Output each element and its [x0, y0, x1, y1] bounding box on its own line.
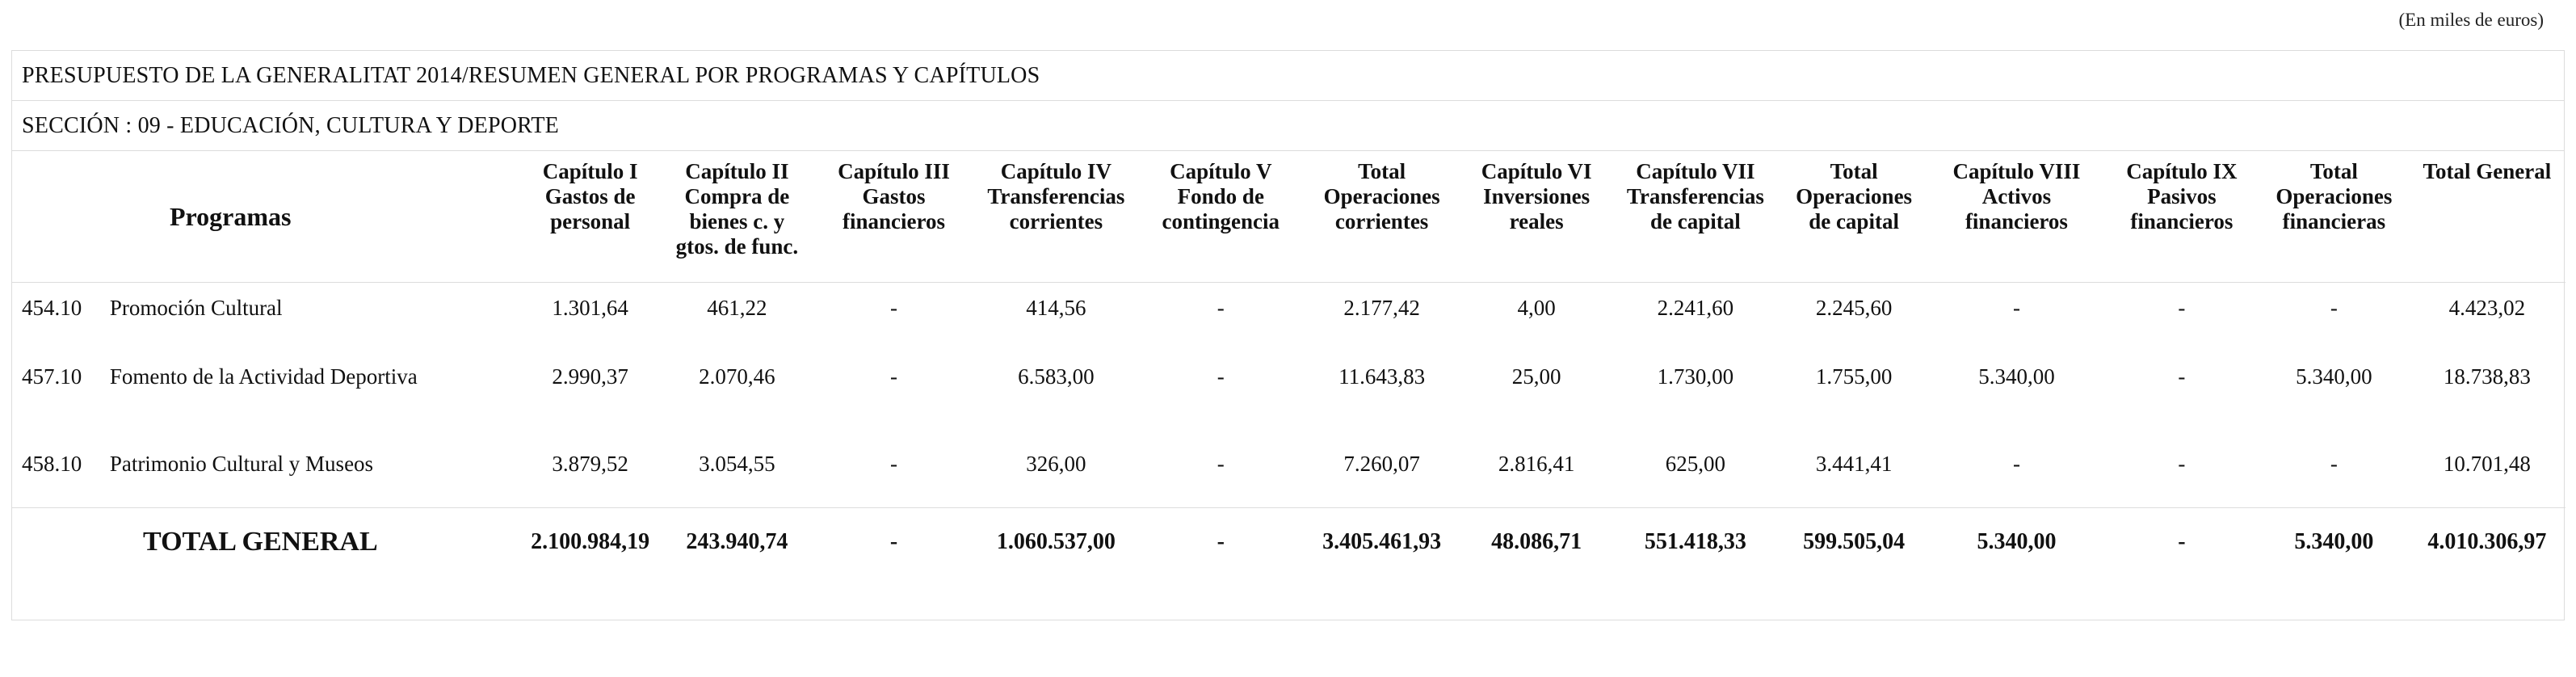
cell-value: 3.879,52 — [552, 451, 628, 476]
cell-value: 25,00 — [1511, 364, 1561, 389]
cell-value: 1.730,00 — [1657, 364, 1734, 389]
col-header-line: Total General — [2423, 159, 2552, 183]
cell-value: - — [1217, 295, 1225, 320]
program-code: 458.10 — [22, 451, 82, 476]
cell-value: - — [890, 364, 897, 389]
col-header-line: personal — [550, 209, 631, 233]
total-value: - — [814, 508, 973, 577]
cell-value: - — [2330, 295, 2338, 320]
col-header — [814, 151, 973, 283]
cell-value: 625,00 — [1665, 451, 1725, 476]
col-header-line: Gastos de — [544, 184, 636, 208]
program-name: Promoción Cultural — [109, 295, 283, 320]
cell-value: 6.583,00 — [1018, 364, 1095, 389]
total-value: 243.940,74 — [659, 508, 814, 577]
total-value: 4.010.306,97 — [2409, 508, 2565, 577]
cell-value: 3.054,55 — [699, 451, 775, 476]
col-header — [973, 151, 1140, 283]
cell-value: - — [2012, 295, 2020, 320]
cell-value: 4.423,02 — [2448, 295, 2526, 320]
total-value: 5.340,00 — [2259, 508, 2409, 577]
total-label: TOTAL GENERAL — [12, 508, 521, 577]
col-header-line: Fondo de — [1177, 184, 1264, 208]
cell-value: - — [890, 295, 897, 320]
report-title: PRESUPUESTO DE LA GENERALITAT 2014/RESUMEN GENERAL POR PROGRAMAS Y CAPÍTULOS — [12, 51, 2564, 101]
col-header-line: financieros — [843, 209, 945, 233]
cell-value: 3.441,41 — [1815, 451, 1893, 476]
col-header-line: Total — [1830, 159, 1878, 183]
cell-value: - — [1217, 364, 1225, 389]
col-header-line: Transferencias — [987, 184, 1125, 208]
col-header-line: contingencia — [1162, 209, 1280, 233]
budget-table — [12, 151, 2565, 576]
cell-value: - — [2178, 364, 2186, 389]
cell-value: 18.738,83 — [2443, 364, 2531, 389]
col-header-line: Total — [1358, 159, 1406, 183]
col-header-line: Total — [2309, 159, 2358, 183]
units-note: (En miles de euros) — [2398, 10, 2544, 30]
cell-value: - — [2330, 451, 2338, 476]
col-header-line: Capítulo II — [685, 159, 789, 183]
table-row — [12, 333, 2565, 420]
col-header — [1139, 151, 1302, 283]
col-header-line: Pasivos — [2147, 184, 2217, 208]
cell-value: 2.070,46 — [699, 364, 775, 389]
col-header-line: de capital — [1809, 209, 1899, 233]
col-header — [1779, 151, 1929, 283]
col-header-line: Capítulo VII — [1636, 159, 1755, 183]
col-header-line: Capítulo IV — [1000, 159, 1112, 183]
cell-value: 4,00 — [1517, 295, 1556, 320]
cell-value: 10.701,48 — [2443, 451, 2531, 476]
col-header-line: financieros — [1965, 209, 2068, 233]
cell-value: 2.177,42 — [1343, 295, 1420, 320]
col-header-line: Transferencias — [1626, 184, 1764, 208]
cell-value: 414,56 — [1026, 295, 1086, 320]
total-value: 2.100.984,19 — [521, 508, 659, 577]
col-header — [1461, 151, 1612, 283]
program-code: 454.10 — [22, 295, 82, 320]
cell-value: - — [2012, 451, 2020, 476]
col-header-line: corrientes — [1009, 209, 1103, 233]
col-header-line: corrientes — [1334, 209, 1429, 233]
section-label: SECCIÓN : 09 - EDUCACIÓN, CULTURA Y DEPORTE — [12, 101, 2564, 151]
cell-value: - — [890, 451, 897, 476]
col-header-line: Capítulo VI — [1481, 159, 1592, 183]
total-value: 48.086,71 — [1461, 508, 1612, 577]
col-header-line: Operaciones — [1796, 184, 1913, 208]
total-value: 5.340,00 — [1929, 508, 2104, 577]
cell-value: 1.755,00 — [1815, 364, 1893, 389]
cell-value: 461,22 — [707, 295, 767, 320]
program-name: Fomento de la Actividad Deportiva — [109, 364, 418, 389]
col-header — [2104, 151, 2259, 283]
col-header-line: financieras — [2282, 209, 2386, 233]
cell-value: 2.245,60 — [1815, 295, 1893, 320]
col-header-line: Capítulo III — [838, 159, 950, 183]
total-value: 3.405.461,93 — [1303, 508, 1461, 577]
col-header — [2409, 151, 2565, 283]
cell-value: - — [1217, 451, 1225, 476]
cell-value: 2.816,41 — [1498, 451, 1575, 476]
total-value: - — [1139, 508, 1302, 577]
col-header-line: Capítulo V — [1170, 159, 1272, 183]
col-header-line: Inversiones — [1483, 184, 1591, 208]
col-header — [521, 151, 659, 283]
cell-value: 7.260,07 — [1343, 451, 1420, 476]
col-header-line: Gastos — [862, 184, 926, 208]
cell-value: 11.643,83 — [1338, 364, 1426, 389]
cell-value: 5.340,00 — [1978, 364, 2055, 389]
col-header-line: gtos. de func. — [675, 234, 799, 259]
col-header-line: Operaciones — [2276, 184, 2393, 208]
header-row — [12, 151, 2565, 283]
cell-value: 2.990,37 — [552, 364, 628, 389]
cell-value: 2.241,60 — [1657, 295, 1734, 320]
col-header — [1303, 151, 1461, 283]
program-code: 457.10 — [22, 364, 82, 389]
total-row — [12, 508, 2565, 577]
cell-value: - — [2178, 451, 2186, 476]
col-header-line: Capítulo VIII — [1952, 159, 2081, 183]
col-header — [659, 151, 814, 283]
col-header-line: Capítulo I — [542, 159, 638, 183]
col-header-line: de capital — [1650, 209, 1741, 233]
cell-value: 5.340,00 — [2296, 364, 2372, 389]
cell-value: 1.301,64 — [552, 295, 628, 320]
total-value: 1.060.537,00 — [973, 508, 1140, 577]
col-header-line: Compra de — [684, 184, 790, 208]
col-header-line: bienes c. y — [689, 209, 785, 233]
col-header-line: Operaciones — [1323, 184, 1440, 208]
col-header — [2259, 151, 2409, 283]
col-header-line: Capítulo IX — [2126, 159, 2238, 183]
col-header-line: reales — [1509, 209, 1564, 233]
table-row — [12, 420, 2565, 508]
cell-value: - — [2178, 295, 2186, 320]
col-header-line: financieros — [2130, 209, 2234, 233]
col-header — [1612, 151, 1780, 283]
total-value: 551.418,33 — [1612, 508, 1780, 577]
total-value: 599.505,04 — [1779, 508, 1929, 577]
col-header — [1929, 151, 2104, 283]
table-row — [12, 283, 2565, 334]
col-header-line: Activos — [1981, 184, 2052, 208]
cell-value: 326,00 — [1026, 451, 1086, 476]
program-name: Patrimonio Cultural y Museos — [109, 451, 374, 476]
budget-report — [11, 50, 2565, 620]
programas-header: Programas — [12, 151, 521, 283]
total-value: - — [2104, 508, 2259, 577]
